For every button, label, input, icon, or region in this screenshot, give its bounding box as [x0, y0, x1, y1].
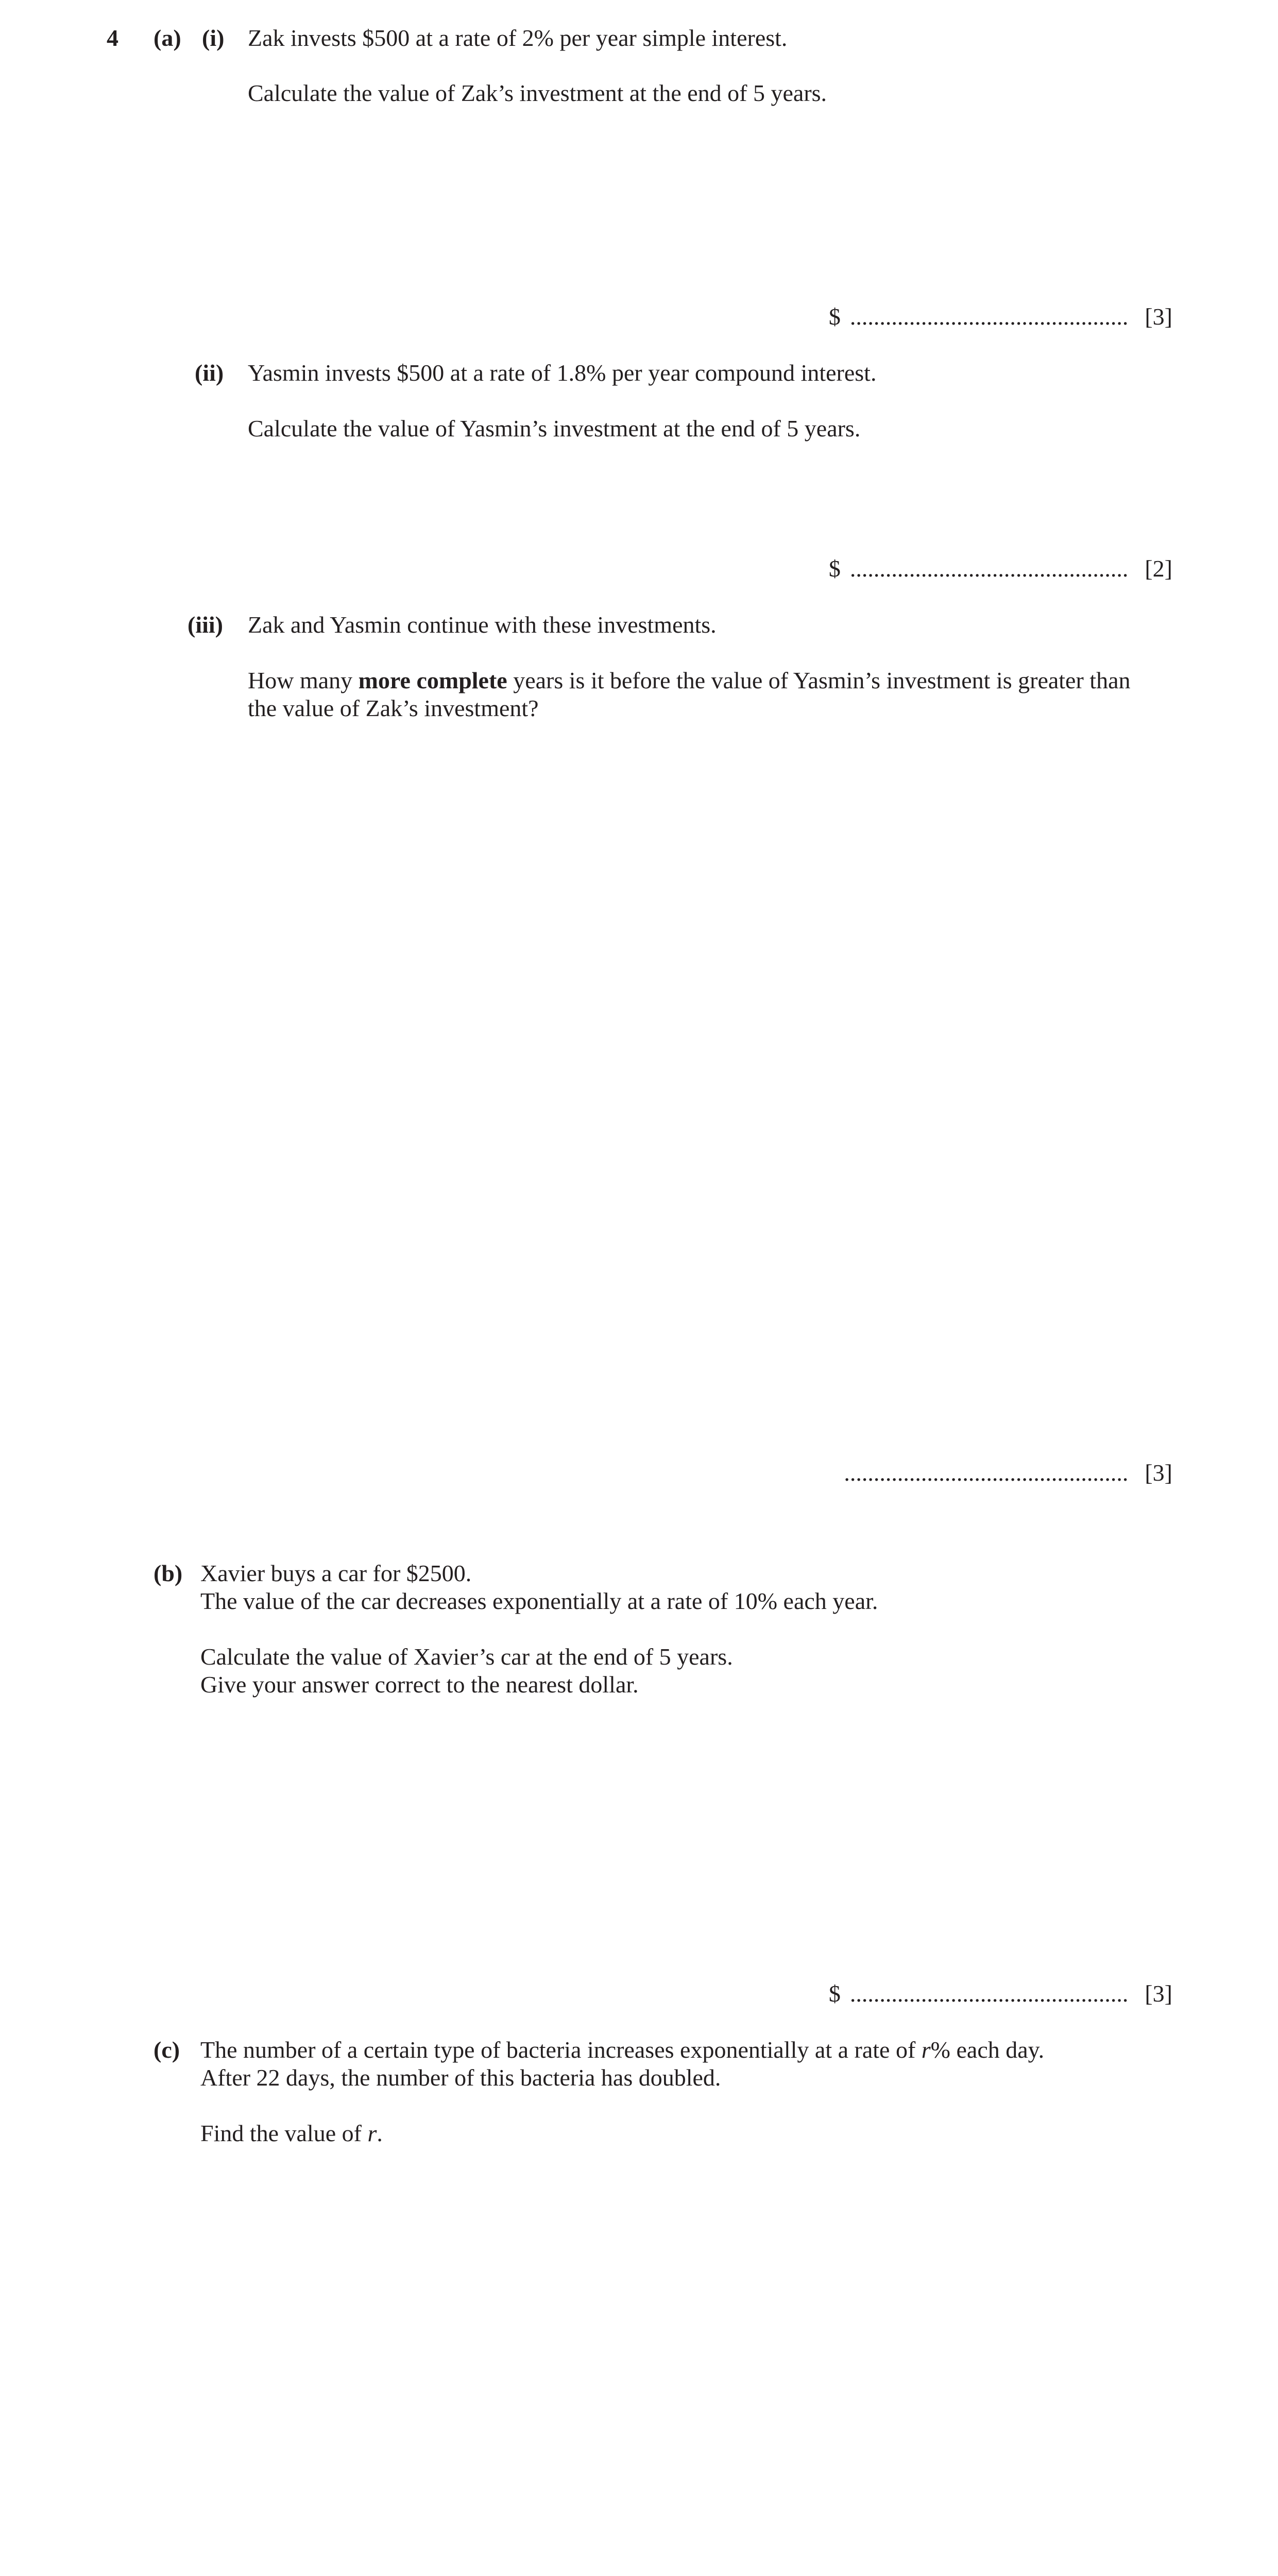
variable-r: r: [367, 2120, 377, 2146]
question-text-start: How many: [248, 667, 359, 693]
part-c-line1-start: The number of a certain type of bacteria increases exponentially at a rate of: [200, 2037, 922, 2063]
part-b-line2: The value of the car decreases exponentially at a rate of 10% each year.: [200, 1588, 878, 1614]
part-b-answer-line[interactable]: [829, 1980, 1172, 2008]
question-text-end: years is it before the value of Yasmin’s investment is greater than: [507, 667, 1131, 693]
subpart-ii-answer-line[interactable]: [829, 555, 1172, 583]
part-c-line1-end: % each day.: [930, 2037, 1045, 2063]
subpart-iii-label: (iii): [188, 612, 223, 638]
part-c-line3-end: .: [377, 2120, 383, 2146]
part-b-line1: Xavier buys a car for $2500.: [200, 1560, 472, 1586]
answer-prefix: $: [828, 1980, 841, 2007]
part-b-label: (b): [154, 1560, 183, 1586]
subpart-iii-line1: Zak and Yasmin continue with these investments.: [248, 612, 717, 638]
answer-dots: ...............................................: [849, 1980, 1129, 2007]
subpart-i-label: (i): [202, 25, 225, 51]
variable-r: r: [921, 2037, 931, 2063]
marks-label: [2]: [1145, 555, 1172, 582]
subpart-ii-line1: Yasmin invests $500 at a rate of 1.8% per year compound interest.: [248, 360, 877, 386]
part-c-line3: [200, 2120, 383, 2147]
part-c-line3-start: Find the value of: [200, 2120, 368, 2146]
part-c-line2: After 22 days, the number of this bacteria has doubled.: [200, 2064, 721, 2091]
answer-dots: ...............................................: [849, 303, 1129, 330]
question-number: 4: [107, 25, 118, 51]
part-c-line1: [200, 2036, 1044, 2064]
answer-prefix: $: [828, 303, 841, 330]
subpart-ii-label: (ii): [195, 360, 224, 386]
subpart-i-line1: Zak invests $500 at a rate of 2% per year simple interest.: [248, 25, 788, 51]
subpart-iii-question-line2: the value of Zak’s investment?: [248, 695, 539, 721]
answer-dots: ...............................................: [849, 555, 1129, 582]
part-a-label: (a): [154, 25, 181, 51]
subpart-i-line2: Calculate the value of Zak’s investment at the end of 5 years.: [248, 80, 827, 106]
question-text-bold: more complete: [358, 667, 507, 693]
marks-label: [3]: [1145, 1980, 1172, 2007]
marks-label: [3]: [1145, 1460, 1172, 1486]
marks-label: [3]: [1145, 303, 1172, 330]
subpart-i-answer-line[interactable]: [829, 303, 1172, 331]
answer-prefix: $: [828, 555, 841, 582]
subpart-ii-line2: Calculate the value of Yasmin’s investment at the end of 5 years.: [248, 415, 861, 442]
subpart-iii-answer-line[interactable]: [844, 1459, 1172, 1487]
part-b-line3: Calculate the value of Xavier’s car at the end of 5 years.: [200, 1643, 733, 1670]
part-c-label: (c): [154, 2037, 180, 2063]
part-b-line4: Give your answer correct to the nearest dollar.: [200, 1671, 639, 1698]
answer-dots: ................................................: [844, 1460, 1129, 1486]
subpart-iii-question-line1: [248, 667, 1172, 694]
